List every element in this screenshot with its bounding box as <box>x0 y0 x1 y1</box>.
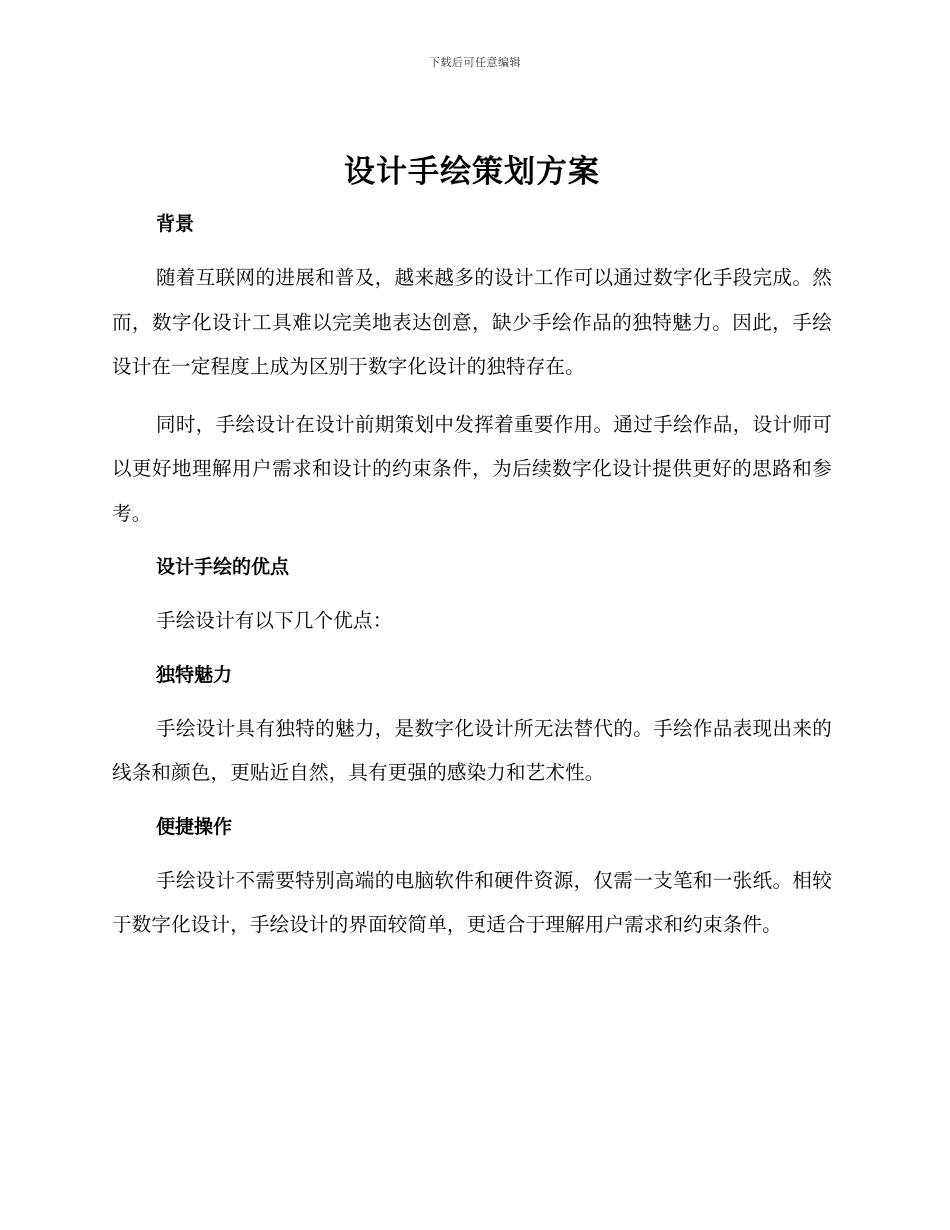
section-heading-advantages: 设计手绘的优点 <box>156 556 290 578</box>
paragraph: 手绘设计具有独特的魅力，是数字化设计所无法替代的。手绘作品表现出来的线条和颜色，更贴近自然，具有更强的感染力和艺术性。 <box>112 716 832 784</box>
section-heading-convenient-operation: 便捷操作 <box>156 815 233 838</box>
paragraph: 手绘设计不需要特别高端的电脑软件和硬件资源，仅需一支笔和一张纸。相较于数字化设计，手绘设计的界面较简单，更适合于理解用户需求和约束条件。 <box>112 868 832 936</box>
paragraph: 同时，手绘设计在设计前期策划中发挥着重要作用。通过手绘作品，设计师可以更好地理解用户需求和设计的约束条件，为后续数字化设计提供更好的思路和参考。 <box>112 412 832 525</box>
section-heading-unique-charm: 独特魅力 <box>156 663 233 686</box>
document-title: 设计手绘策划方案 <box>344 154 600 190</box>
paragraph: 手绘设计有以下几个优点： <box>156 609 393 632</box>
paragraph: 随着互联网的进展和普及，越来越多的设计工作可以通过数字化手段完成。然而，数字化设计工具难以完美地表达创意，缺少手绘作品的独特魅力。因此，手绘设计在一定程度上成为区别于数字化设计的独特存在。 <box>112 266 832 378</box>
document-body <box>112 148 832 948</box>
header-note: 下载后可任意编辑 <box>429 56 521 69</box>
section-heading-background: 背景 <box>156 213 195 235</box>
